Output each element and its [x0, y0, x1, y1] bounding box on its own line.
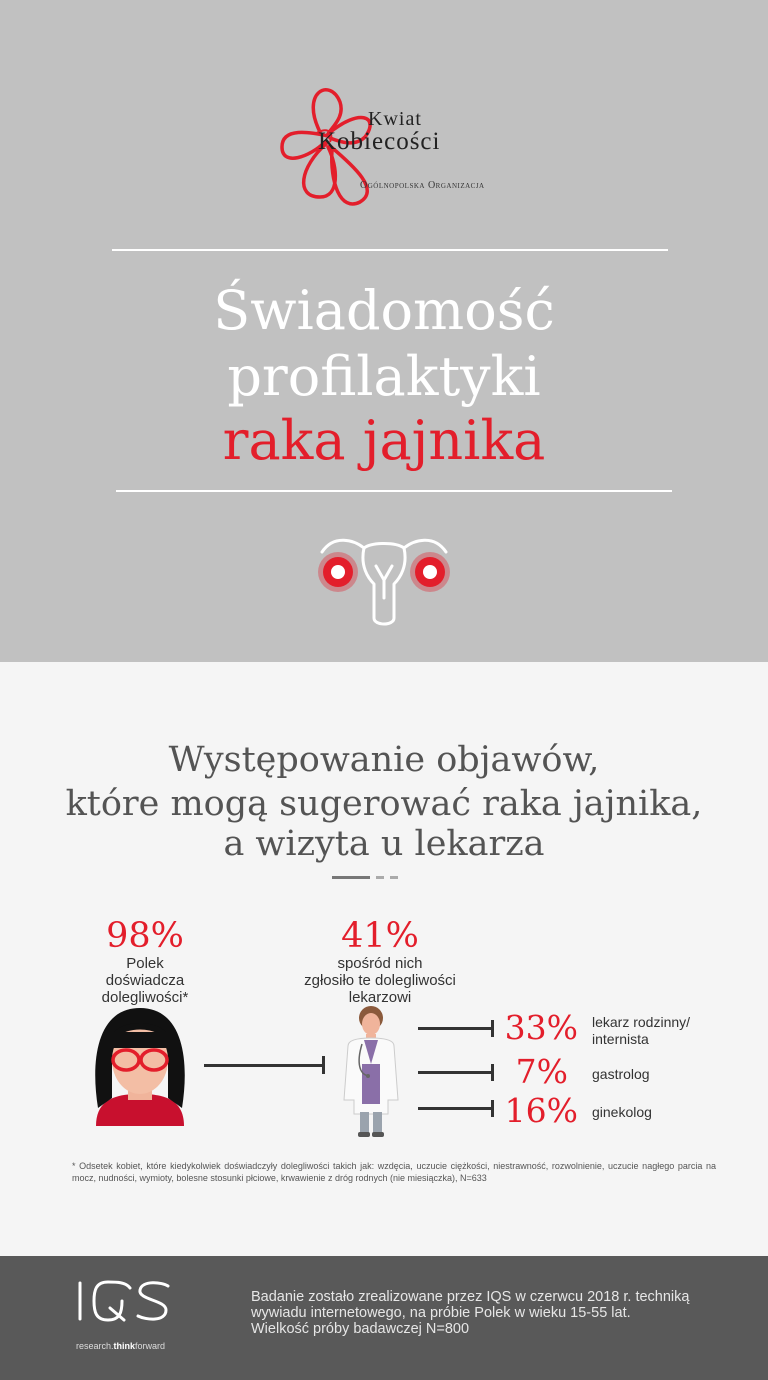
doctor-percent-1: 33%	[504, 1008, 578, 1047]
title-line-2: profilaktyki	[227, 345, 541, 408]
logo-text-line1: Kwiat	[368, 108, 422, 130]
ornament-dash	[332, 876, 370, 879]
iqs-tagline: research.thinkforward	[76, 1341, 166, 1351]
section-title-line-2: które mogą sugerować raka jajnika,	[65, 784, 703, 824]
ornament-dash-small	[376, 876, 384, 879]
section-title-line-3: a wizyta u lekarza	[223, 824, 545, 864]
section-title-line-1: Występowanie objawów,	[168, 740, 600, 780]
logo-subtitle: Ogólnopolska Organizacja	[360, 180, 485, 191]
divider-top	[112, 249, 668, 251]
iqs-logo-icon	[76, 1280, 172, 1322]
footer-text-line-2: wywiadu internetowego, na próbie Polek w wieku 15-55 lat.	[251, 1305, 631, 1321]
doctor-percent-2: 7%	[515, 1052, 568, 1091]
reported-percent: 41%	[341, 916, 419, 956]
doctor-percent-3: 16%	[504, 1091, 578, 1130]
title-highlight: raka jajnika	[222, 409, 546, 472]
reported-label-3: lekarzowi	[348, 989, 412, 1006]
footnote: * Odsetek kobiet, które kiedykolwiek doświadczyły dolegliwości takich jak: wzdęcia, uczucie ciężkości, niestrawność, rozwolnienie, uczucie nagłego parcia na mocz, nudności, wymioty, bolesne stosunki płciowe, krwawienie z dróg rodnych (nie miesiączka), N=633	[72, 1161, 716, 1183]
divider-bottom	[116, 490, 672, 492]
women-label-2: doświadcza	[105, 972, 185, 989]
reported-label-1: spośród nich	[337, 955, 423, 972]
footer-text-line-3: Wielkość próby badawczej N=800	[251, 1321, 470, 1337]
women-percent: 98%	[106, 916, 184, 956]
doctor-connector-3	[418, 1107, 493, 1110]
connector-line	[204, 1064, 324, 1067]
logo-text-line2: Kobiecości	[318, 128, 441, 155]
reported-label-2: zgłosiło te dolegliwości	[304, 972, 456, 989]
doctor-label-1a: lekarz rodzinny/	[592, 1014, 691, 1030]
header-section	[0, 0, 768, 662]
women-label-3: dolegliwości*	[101, 989, 189, 1006]
footer-text-line-1: Badanie zostało zrealizowane przez IQS w czerwcu 2018 r. techniką	[251, 1289, 690, 1305]
footer-text	[251, 1289, 751, 1337]
doctor-icon	[338, 1004, 404, 1138]
woman-avatar-icon	[88, 998, 192, 1126]
doctor-label-1b: internista	[592, 1031, 649, 1047]
doctor-connector-1	[418, 1027, 493, 1030]
ovaries-uterus-icon	[314, 526, 454, 630]
women-label-1: Polek	[126, 955, 164, 972]
connector-end	[322, 1056, 325, 1074]
ornament-dash-small	[390, 876, 398, 879]
doctor-label-2: gastrolog	[592, 1066, 650, 1082]
doctor-label-3: ginekolog	[592, 1104, 652, 1120]
title-line-1: Świadomość	[213, 279, 555, 342]
